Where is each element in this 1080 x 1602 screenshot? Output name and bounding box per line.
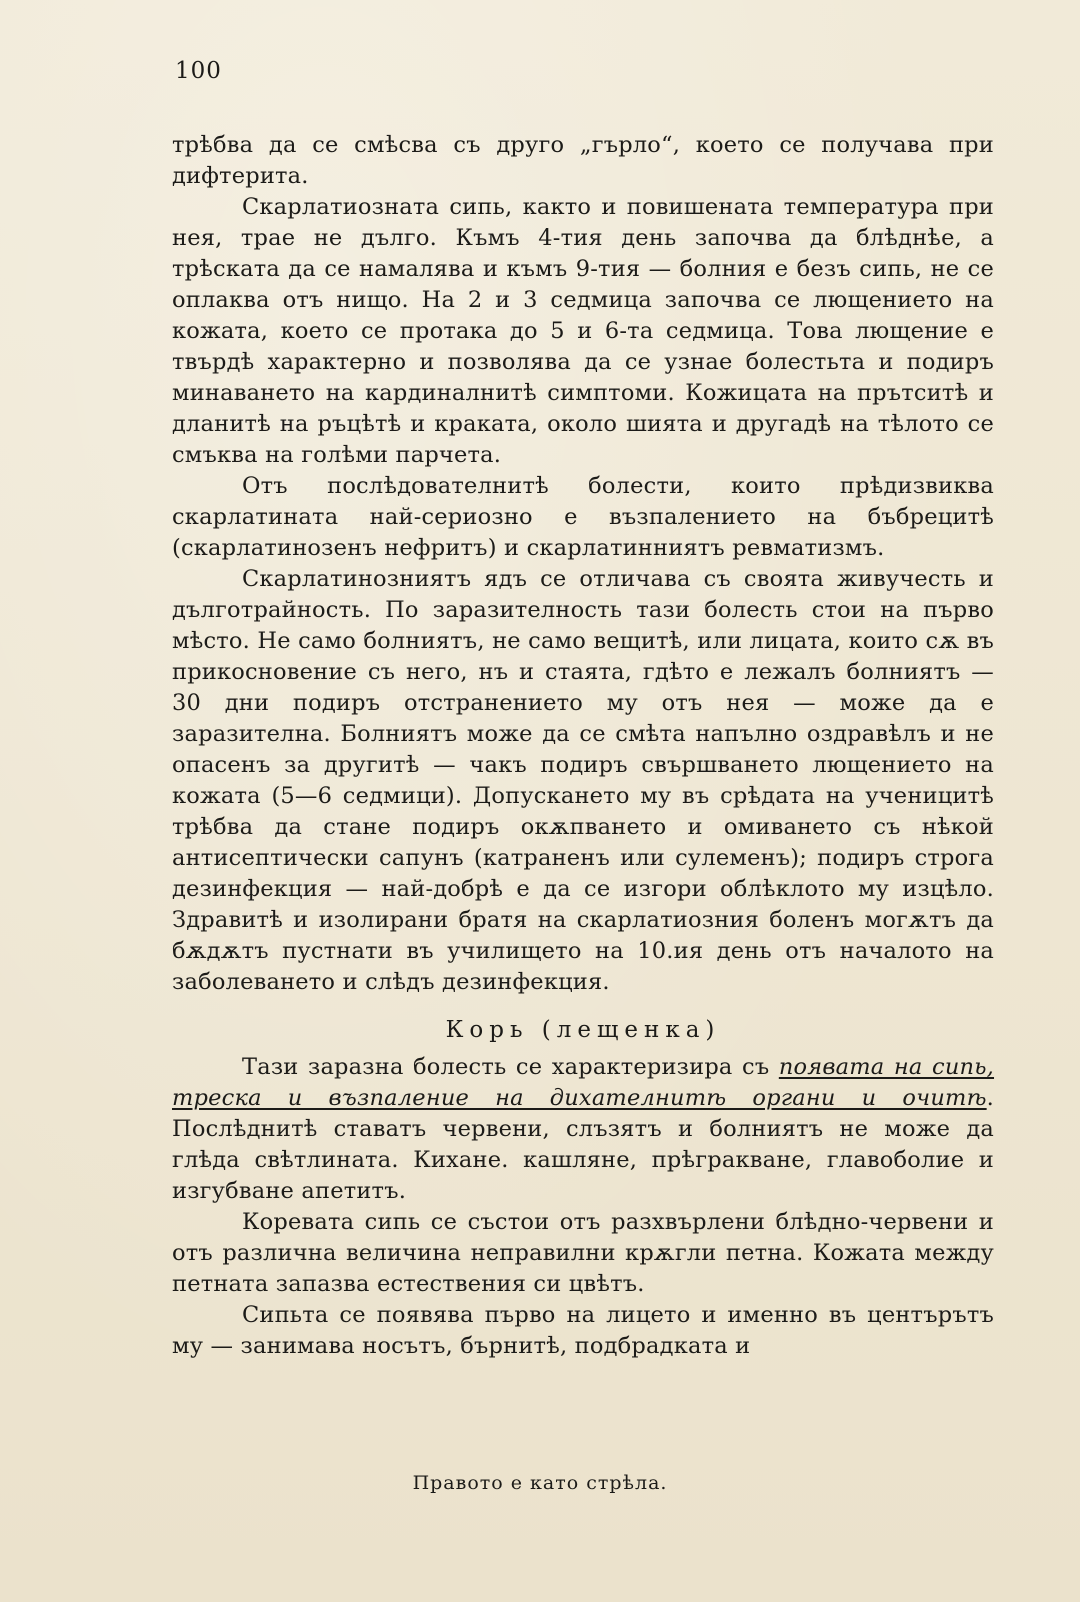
paragraph-measles-intro: [172, 1052, 994, 1207]
measles-intro-rest: . Послѣднитѣ ставатъ червени, слъзятъ и болниятъ не може да глѣда свѣтлината. Кихане. кашляне, прѣгракване, главоболие и изгубване апетитъ.: [172, 1085, 994, 1204]
measles-symptoms-emphasis: появата на сипь, треска и възпаление на дихателнитѣ органи и очитѣ: [172, 1054, 995, 1111]
paragraph-rash-duration: Скарлатиозната сипь, както и повишената температура при нея, трае не дълго. Къмъ 4-тия день започва да блѣднѣе, а трѣската да се намалява и къмъ 9-тия — болния е безъ сипь, не се оплаква отъ нищо. На 2 и 3 седмица започва се лющението на кожата, което се протака до 5 и 6-та седмица. Това лющение е твърдѣ характерно и позволява да се узнае болестьта и подиръ минаването на кардиналнитѣ симптоми. Кожицата на прътситѣ и дланитѣ на ръцѣтѣ и краката, около шията и другадѣ на тѣлото се смъква на голѣми парчета.: [172, 194, 994, 468]
paragraph-contagiousness: Скарлатинозниятъ ядъ се отличава съ своята живучесть и дълготрайность. По заразителность тази болесть стои на първо мѣсто. Не само болниятъ, не само вещитѣ, или лицата, които сѫ въ прикосновение съ него, нъ и стаята, гдѣто е лежалъ болниятъ — 30 дни подиръ отстранението му отъ нея — може да е заразителна. Болниятъ може да се смѣта напълно оздравѣлъ и не опасенъ за другитѣ — чакъ подиръ свършването лющението на кожата (5—6 седмици). Допускането му въ срѣдата на ученицитѣ трѣбва да стане подиръ окѫпването и омиването съ нѣкой антисептически сапунъ (катраненъ или сулеменъ); подиръ строга дезинфекция — най-добрѣ е да се изгори облѣклото му изцѣло. Здравитѣ и изолирани братя на скарлатиозния боленъ могѫтъ да бѫдѫтъ пустнати въ училището на 10.ия день отъ началото на заболеването и слѣдъ дезинфекция.: [172, 566, 994, 995]
page-number: 100: [175, 58, 222, 84]
paragraph-measles-spread: Сипьта се появява първо на лицето и именно въ центърътъ му — занимава носътъ, бърнитѣ, подбрадката и: [172, 1302, 994, 1359]
measles-intro-start: Тази заразна болесть се характеризира съ: [242, 1054, 779, 1080]
footer-proverb: Правото е като стрѣла.: [412, 1472, 668, 1494]
paragraph-complications: Отъ послѣдователнитѣ болести, които прѣдизвиква скарлатината най-сериозно е възпалението на бъбрецитѣ (скарлатинозенъ нефритъ) и скарлатинниятъ ревматизмъ.: [172, 473, 994, 561]
paragraph-continuation: трѣбва да се смѣсва съ друго „гърло“, което се получава при дифтерита.: [172, 132, 994, 189]
section-title-measles: Корь (лещенка): [445, 1017, 721, 1043]
paragraph-measles-rash: Коревата сипь се състои отъ разхвърлени блѣдно-червени и отъ различна величина неправилни крѫгли петна. Кожата между петната запазва естествения си цвѣтъ.: [172, 1209, 994, 1297]
body-text: [172, 130, 994, 1362]
